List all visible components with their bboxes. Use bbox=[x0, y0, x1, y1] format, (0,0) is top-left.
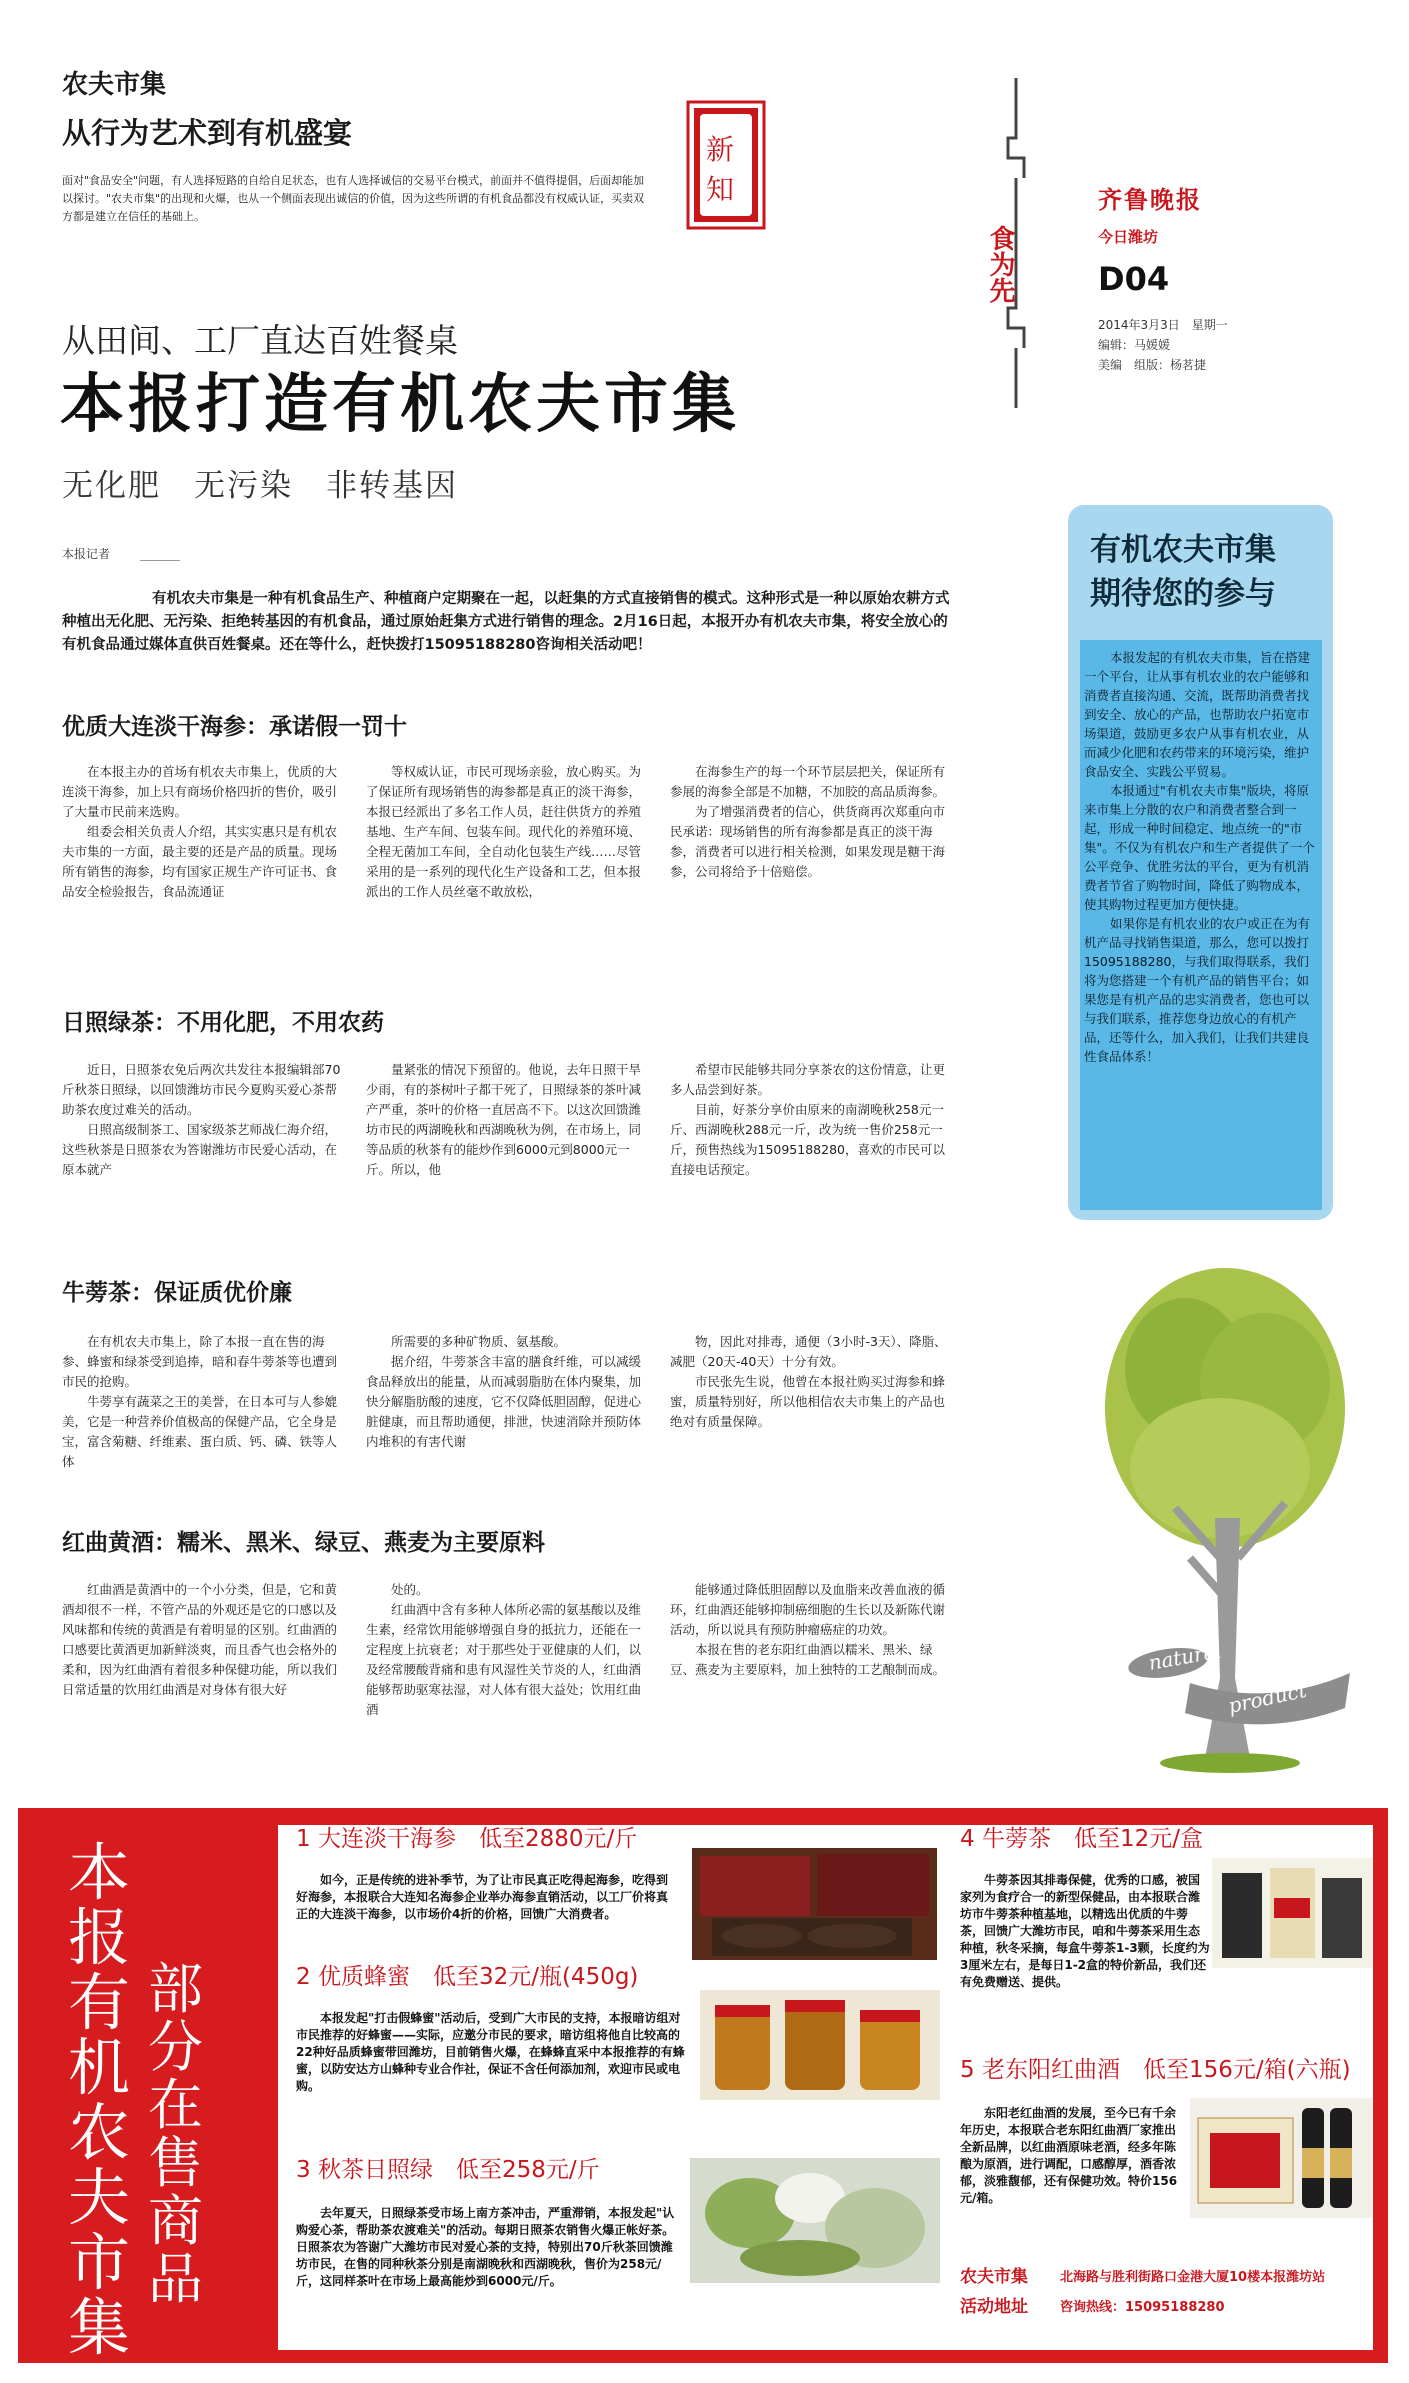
sale-vertical-subtitle: 部分在售商品 bbox=[148, 1957, 204, 2311]
sidebar-title-line1: 有机农夫市集 bbox=[1090, 532, 1276, 568]
paper-name: 齐鲁晚报 bbox=[1098, 185, 1202, 214]
logo-char-2: 知 bbox=[706, 173, 735, 206]
honey-photo-icon bbox=[700, 1990, 940, 2100]
sidebar-title-line2: 期待您的参与 bbox=[1090, 576, 1276, 612]
column-paragraph: 在本报主办的首场有机农夫市集上，优质的大连淡干海参，加上只有商场价格四折的售价，吸引了大量市民前来选购。 bbox=[62, 764, 338, 819]
badge-product: product bbox=[1226, 1677, 1309, 1718]
section-col bbox=[62, 1580, 344, 1780]
article-intro: 有机农夫市集是一种有机食品生产、种植商户定期聚在一起，以赶集的方式直接销售的模式。这种形式是一种以原始农耕方式种植出无化肥、无污染、拒绝转基因的有机食品，通过原始赶集方式进行销售的理念。2月16日起，本报开办有机农夫市集，将安全放心的有机食品通过媒体直供百姓餐桌。还在等什么，赶快拨打15095188280咨询相关活动吧！ bbox=[62, 591, 950, 653]
column-paragraph: 所需要的多种矿物质、氨基酸。 bbox=[391, 1334, 567, 1349]
seacucumber-photo-icon bbox=[692, 1848, 937, 1960]
product-text: 去年夏天，日照绿茶受市场上南方茶冲击，严重滞销，本报发起"认购爱心茶，帮助茶农渡难关"的活动。每期日照茶农销售火爆正帐好茶。日照茶农为答谢广大潍坊市民对爱心茶的支持，特别出70斤秋茶回馈潍坊市民，在售的同种秋茶分别是南湖晚秋和西湖晚秋，售价为258元/斤，这同样茶叶在市场上最高能炒到6000元/斤。 bbox=[296, 2206, 675, 2288]
lead-paragraph: 面对"食品安全"问题，有人选择短路的自给自足状态，也有人选择诚信的交易平台模式，前面并不值得提倡，后面却能加以探讨。"农夫市集"的出现和火爆，也从一个侧面表现出诚信的价值，因为这些所谓的有机食品都没有权威认证，买卖双方都是建立在信任的基础上。 bbox=[62, 174, 645, 223]
section-title-hongqu: 红曲黄酒：糯米、黑米、绿豆、燕麦为主要原料 bbox=[62, 1530, 545, 1556]
section-title-burdock: 牛蒡茶：保证质优价廉 bbox=[62, 1280, 292, 1306]
column-paragraph: 处的。 bbox=[391, 1582, 429, 1597]
section-col bbox=[670, 762, 952, 962]
product-text: 如今，正是传统的进补季节，为了让市民真正吃得起海参，吃得到好海参，本报联合大连知名海参企业举办海参直销活动，以工厂价将真正的大连淡干海参，以市场价4折的价格，回馈广大消费者。 bbox=[296, 1873, 669, 1921]
product-text: 东阳老红曲酒的发展，至今已有千余年历史，本报联合老东阳红曲酒厂家推出全新品牌，以红曲酒原味老酒，经多年陈酿为原酒，进行调配，口感醇厚，酒香浓郁，淡雅馥郁，还有保健功效。特价156元/箱。 bbox=[960, 2106, 1178, 2205]
tree-leaves-icon bbox=[1105, 1268, 1345, 1548]
column-paragraph: 日照高级制茶工、国家级茶艺师战仁海介绍，这些秋茶是日照茶农为答谢潍坊市民爱心活动，在原本就产 bbox=[62, 1122, 338, 1177]
section-col bbox=[62, 1332, 344, 1512]
section-body-greentea bbox=[62, 1060, 952, 1240]
designer-credit: 美编 组版：杨茗捷 bbox=[1098, 358, 1207, 372]
column-paragraph: 红曲酒是黄酒中的一个小分类，但是，它和黄酒却很不一样，不管产品的外观还是它的口感以及风味都和传统的黄酒是有着明显的区别。红曲酒的口感要比黄酒更加新鲜淡爽，而且香气也会格外的柔和，因为红曲酒有着很多种保健功能，所以我们日常适量的饮用红曲酒是对身体有很大好 bbox=[62, 1582, 338, 1697]
footer-label: 活动地址 bbox=[960, 2297, 1028, 2317]
section-body-burdock bbox=[62, 1332, 952, 1512]
section-col bbox=[670, 1060, 952, 1240]
column-paragraph: 红曲酒中含有多种人体所必需的氨基酸以及维生素，经常饮用能够增强自身的抵抗力，还能在一定程度上抗衰老；对于那些处于亚健康的人们，以及经常腰酸背痛和患有风湿性关节炎的人，红曲酒能够帮助驱寒祛湿，对人体有很大益处；饮用红曲酒 bbox=[366, 1602, 642, 1717]
sale-vertical-title: 本报有机农夫市集 bbox=[68, 1836, 131, 2364]
section-col bbox=[366, 1060, 648, 1240]
section-title-greentea: 日照绿茶：不用化肥，不用农药 bbox=[62, 1010, 384, 1036]
kicker-title: 农夫市集 bbox=[62, 70, 167, 100]
tree-illustration bbox=[1090, 1258, 1360, 1798]
footer-address: 北海路与胜利街路口金港大厦10楼本报潍坊站 bbox=[1060, 2270, 1326, 2285]
column-paragraph: 市民张先生说，他曾在本报社购买过海参和蜂蜜，质量特别好，所以他相信农夫市集上的产品也绝对有质量保障。 bbox=[670, 1374, 946, 1429]
column-paragraph: 为了增强消费者的信心，供货商再次郑重向市民承诺：现场销售的所有海参都是真正的淡干海参，消费者可以进行相关检测，如果发现是糖干海参，公司将给予十倍赔偿。 bbox=[670, 804, 946, 879]
edition-name: 今日潍坊 bbox=[1098, 228, 1159, 246]
product-title: 5 老东阳红曲酒 低至156元/箱(六瓶) bbox=[960, 2057, 1351, 2083]
section-vertical-label: 食为先 bbox=[985, 225, 1015, 303]
sidebar-text bbox=[1084, 648, 1320, 1066]
column-paragraph: 在海参生产的每一个环节层层把关，保证所有参展的海参全部是不加糖，不加胶的高品质海参。 bbox=[670, 764, 946, 799]
sidebar-paragraph: 本报通过"有机农夫市集"版块，将原来市集上分散的农户和消费者整合到一起，形成一种时间稳定、地点统一的"市集"。不仅为有机农户和生产者提供了一个公平竞争、优胜劣汰的平台，更为有机消费者节省了购物时间，降低了购物成本，使其购物过程更加方便快捷。 bbox=[1084, 783, 1315, 912]
section-col bbox=[670, 1332, 952, 1512]
column-paragraph: 牛蒡享有蔬菜之王的美誉，在日本可与人参媲美，它是一种营养价值极高的保健产品，它全身是宝，富含菊糖、纤维素、蛋白质、钙、磷、铁等人体 bbox=[62, 1394, 338, 1469]
product-title: 4 牛蒡茶 低至12元/盒 bbox=[960, 1826, 1203, 1852]
hongqu-wine-photo-icon bbox=[1190, 2098, 1372, 2218]
column-paragraph: 在有机农夫市集上，除了本报一直在售的海参、蜂蜜和绿茶受到追捧，暗和春牛蒡茶等也遭到市民的抢购。 bbox=[62, 1334, 338, 1389]
product-text: 本报发起"打击假蜂蜜"活动后，受到广大市民的支持，本报暗访组对市民推荐的好蜂蜜——实际，应邀分市民的要求，暗访组将他自比较高的22种好品质蜂蜜带回潍坊，目前销售火爆，在蜂蜂直采中本报推荐的有蜂蜜，以防安达方山蜂种专业合作社，保证不含任何添加剂，欢迎市民或电购。 bbox=[296, 2011, 685, 2093]
tea-photo-icon bbox=[690, 2158, 940, 2283]
column-paragraph: 等权威认证，市民可现场亲验，放心购买。为了保证所有现场销售的海参都是真正的淡干海参，本报已经派出了多名工作人员，赶往供货方的养殖基地、生产车间、包装车间。现代化的养殖环境、全程无菌加工车间，全自动化包装生产线……尽管采用的是一系列的现代化生产设备和工艺，但本报派出的工作人员丝毫不敢放松， bbox=[366, 764, 642, 899]
footer-hotline: 咨询热线：15095188280 bbox=[1060, 2300, 1225, 2315]
byline-rule bbox=[140, 560, 180, 561]
product-title: 2 优质蜂蜜 低至32元/瓶(450g) bbox=[296, 1964, 639, 1990]
sidebar-title bbox=[1090, 528, 1330, 616]
section-col bbox=[670, 1580, 952, 1780]
column-paragraph: 组委会相关负责人介绍，其实实惠只是有机农夫市集的一方面，最主要的还是产品的质量。现场所有销售的海参，均有国家正规生产许可证书、食品安全检验报告，食品流通证 bbox=[62, 824, 338, 899]
section-col bbox=[62, 1060, 344, 1240]
page-number: D04 bbox=[1098, 260, 1170, 298]
footer-label: 农夫市集 bbox=[960, 2267, 1028, 2287]
badge-natural: natural bbox=[1146, 1638, 1224, 1675]
column-paragraph: 据介绍，牛蒡茶含丰富的膳食纤维，可以减缓食品释放出的能量，从而减弱脂肪在体内聚集，加快分解脂肪酸的速度，它不仅降低胆固醇，促进心脏健康，而且帮助通便，排泄，快速消除并预防体内堆积的有害代谢 bbox=[366, 1354, 642, 1449]
column-paragraph: 量紧张的情况下预留的。他说，去年日照干旱少雨，有的茶树叶子都干死了，日照绿茶的茶叶减产严重，茶叶的价格一直居高不下。以这次回馈潍坊市民的两湖晚秋和西湖晚秋为例，在市场上，同等品质的秋茶有的能炒作到6000元到8000元一斤。所以，他 bbox=[366, 1062, 642, 1177]
column-paragraph: 物，因此对排毒，通便（3小时-3天）、降脂、减肥（20天-40天）十分有效。 bbox=[670, 1334, 947, 1369]
burdock-photo-icon bbox=[1212, 1858, 1372, 1968]
logo-char-1: 新 bbox=[706, 133, 735, 166]
product-title: 1 大连淡干海参 低至2880元/斤 bbox=[296, 1826, 638, 1852]
kicker-subtitle: 从行为艺术到有机盛宴 bbox=[62, 116, 353, 150]
issue-date: 2014年3月3日 星期一 bbox=[1098, 318, 1228, 332]
section-body-hongqu bbox=[62, 1580, 952, 1780]
section-col bbox=[366, 1580, 648, 1780]
section-col bbox=[366, 1332, 648, 1512]
article-headline: 本报打造有机农夫市集 bbox=[60, 368, 740, 442]
section-body-seacucumber bbox=[62, 762, 952, 962]
section-col bbox=[366, 762, 648, 962]
column-paragraph: 目前，好茶分享价由原来的南湖晚秋258元一斤、西湖晚秋288元一斤，改为统一售价258元一斤，预售热线为15095188280，喜欢的市民可以直接电话预定。 bbox=[670, 1102, 945, 1177]
column-paragraph: 能够通过降低胆固醇以及血脂来改善血液的循环，红曲酒还能够抑制癌细胞的生长以及新陈代谢活动，所以说具有预防肿瘤癌症的功效。 bbox=[670, 1582, 946, 1637]
sidebar-paragraph: 本报发起的有机农夫市集，旨在搭建一个平台，让从事有机农业的农户能够和消费者直接沟通、交流，既帮助消费者找到安全、放心的产品，也帮助农户拓宽市场渠道，鼓励更多农户从事有机农业，从而减少化肥和农药带来的环境污染，维护食品安全、实践公平贸易。 bbox=[1084, 650, 1311, 779]
editor-credit: 编辑：马媛媛 bbox=[1098, 338, 1171, 352]
section-col bbox=[62, 762, 344, 962]
product-text: 牛蒡茶因其排毒保健，优秀的口感，被国家列为食疗合一的新型保健品，由本报联合潍坊市牛蒡茶种植基地，以精选出优质的牛蒡茶，回馈广大潍坊市民，咱和牛蒡茶采用生态种植，秋冬采摘，每盒牛蒡茶1-3颗，长度约为3厘米左右，是每日1-2盒的特价新品，我们还有免费赠送、提供。 bbox=[960, 1873, 1210, 1989]
column-paragraph: 希望市民能够共同分享茶农的这份情意，让更多人品尝到好茶。 bbox=[670, 1062, 946, 1097]
column-paragraph: 近日，日照茶农免后两次共发往本报编辑部70斤秋茶日照绿，以回馈潍坊市民今夏购买爱心茶帮助茶农度过难关的活动。 bbox=[62, 1062, 341, 1117]
byline: 本报记者 bbox=[62, 547, 111, 561]
sidebar-paragraph: 如果你是有机农业的农户或正在为有机产品寻找销售渠道，那么，您可以拨打15095188280，与我们取得联系，我们将为您搭建一个有机产品的销售平台；如果您是有机产品的忠实消费者，您也可以与我们联系，推荐您身边放心的有机产品，还等什么，加入我们，让我们共建良性食品体系！ bbox=[1084, 916, 1311, 1064]
article-subhead: 从田间、工厂直达百姓餐桌 bbox=[62, 321, 458, 360]
section-title-seacucumber: 优质大连淡干海参：承诺假一罚十 bbox=[62, 714, 407, 740]
column-paragraph: 本报在售的老东阳红曲酒以糯米、黑米、绿豆、燕麦为主要原料，加上独特的工艺酿制而成。 bbox=[670, 1642, 946, 1677]
article-deck: 无化肥 无污染 非转基因 bbox=[62, 468, 458, 504]
product-title: 3 秋茶日照绿 低至258元/斤 bbox=[296, 2157, 600, 2183]
